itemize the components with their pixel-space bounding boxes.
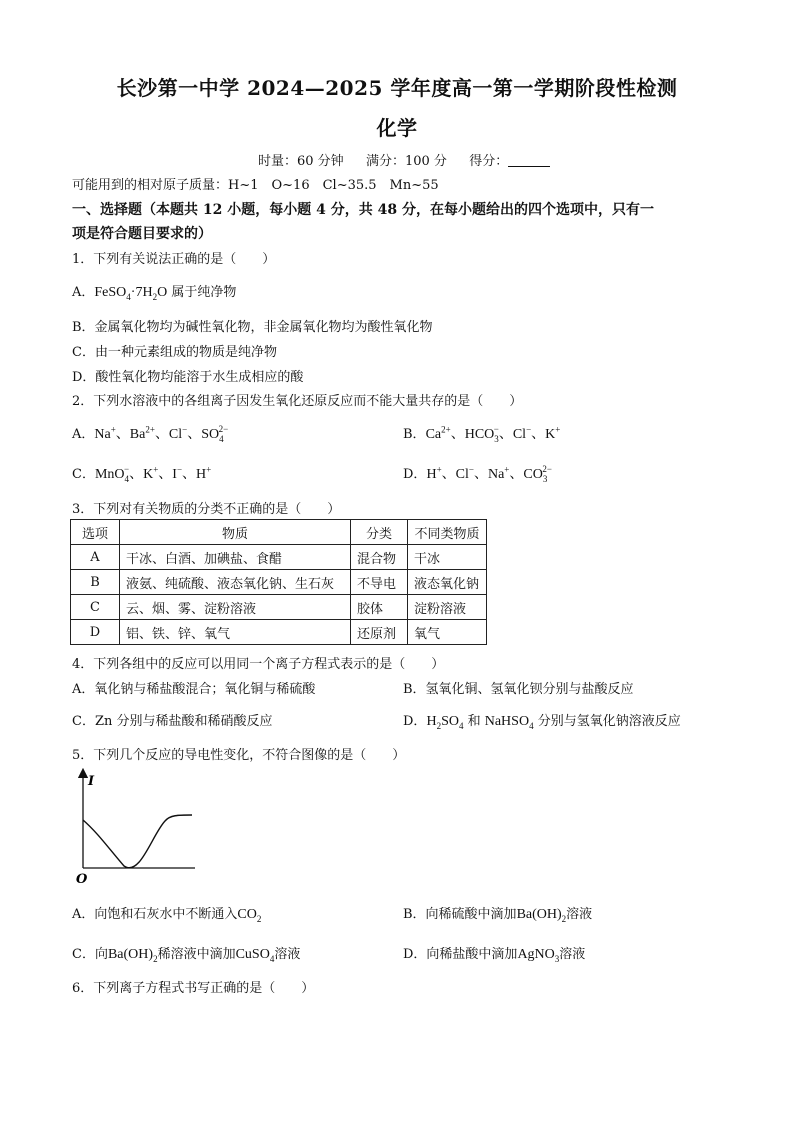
table-cell: 云、烟、雾、淀粉溶液 [120,595,351,620]
table-header: 不同类物质 [408,520,487,545]
table-row [71,545,487,570]
table-cell: C [71,595,120,620]
table-cell: 铝、铁、锌、氧气 [120,620,351,645]
table-cell: 胶体 [351,595,408,620]
conductivity-graph [70,765,200,887]
graph-origin-label: O [76,872,88,887]
table-cell: A [71,545,120,570]
q1-option-b: B．金属氧化物均为碱性氧化物，非金属氧化物均为酸性氧化物 [72,320,433,335]
table-cell: 氧气 [408,620,487,645]
table-cell: 混合物 [351,545,408,570]
q6-stem: 6．下列离子方程式书写正确的是（ ） [72,981,315,996]
q1-option-c: C．由一种元素组成的物质是纯净物 [72,345,277,360]
table-header: 选项 [71,520,120,545]
graph-curve [83,815,192,868]
q5-option-a: A．向饱和石灰水中不断通入$CO_2$ [72,907,262,924]
exam-title: 长沙第一中学 2024—2025 学年度高一第一学期阶段性检测 [116,76,678,100]
time-label: 时量：60 分钟 [258,154,344,169]
table-cell: 液态氧化钠 [408,570,487,595]
section-heading-line2: 项是符合题目要求的） [72,226,212,242]
q5-option-d: D．向稀盐酸中滴加AgNO$_3$溶液 [403,947,586,964]
table-header: 物质 [120,520,351,545]
q2-option-a: A．Na+、$Ba^{2+}$、Cl−、$SO_4^{2-}$ [72,424,229,444]
table-cell: 液氨、纯硫酸、液态氧化钠、生石灰 [120,570,351,595]
graph-y-label: I [88,774,95,789]
q4-stem: 4．下列各组中的反应可以用同一个离子方程式表示的是（ ） [72,657,445,672]
section-heading-line1: 一、选择题（本题共 12 小题，每小题 4 分，共 48 分，在每小题给出的四个选项中，只有一 [72,202,654,218]
table-cell: 干冰 [408,545,487,570]
q1-option-a: A．$FeSO_4\cdot 7H_2O$ 属于纯净物 [72,285,237,302]
score-blank [508,154,550,167]
table-header-row [71,520,487,545]
subject-title: 化学 [376,116,418,140]
q3-stem: 3．下列对有关物质的分类不正确的是（ ） [72,502,341,517]
exam-meta [258,150,550,169]
q1-option-d: D．酸性氧化物均能溶于水生成相应的酸 [72,370,304,385]
q4-option-d: D．$H_2SO_4$ 和 NaHSO$_4$ 分别与氢氧化钠溶液反应 [403,714,681,731]
table-cell: 不导电 [351,570,408,595]
table-cell: 干冰、白酒、加碘盐、食醋 [120,545,351,570]
q4-option-c: C．Zn 分别与稀盐酸和稀硝酸反应 [72,714,273,729]
table-header: 分类 [351,520,408,545]
table-cell: 淀粉溶液 [408,595,487,620]
q5-option-c: C．向$Ba(OH)_2$稀溶液中滴加CuSO$_4$溶液 [72,947,301,964]
table-row [71,570,487,595]
q5-stem: 5．下列几个反应的导电性变化，不符合图像的是（ ） [72,748,406,763]
score-label: 满分：100 分 [365,154,447,169]
q1-stem: 1．下列有关说法正确的是（ ） [72,252,276,267]
table-cell: B [71,570,120,595]
q2-option-b: B．$Ca^{2+}$、$HCO_3^-$、Cl−、K+ [403,424,561,444]
q5-option-b: B．向稀硫酸中滴加$Ba(OH)_2$溶液 [403,907,593,924]
q4-option-b: B．氢氧化铜、氢氧化钡分别与盐酸反应 [403,682,634,697]
q2-option-c: C．MnO$_4$−、K+、I−、H+ [72,464,212,484]
q4-option-a: A．氧化钠与稀盐酸混合；氧化铜与稀硫酸 [72,682,316,697]
got-label: 得分： [469,154,509,169]
atomic-mass-line: 可能用到的相对原子质量：H~1 O~16 Cl~35.5 Mn~55 [72,178,439,193]
table-row [71,620,487,645]
table-row [71,595,487,620]
table-cell: D [71,620,120,645]
table-cell: 还原剂 [351,620,408,645]
classification-table [70,519,487,645]
q2-option-d: D．H+、Cl−、Na+、$CO_3^{2-}$ [403,464,552,484]
q2-stem: 2．下列水溶液中的各组离子因发生氧化还原反应而不能大量共存的是（ ） [72,394,523,409]
